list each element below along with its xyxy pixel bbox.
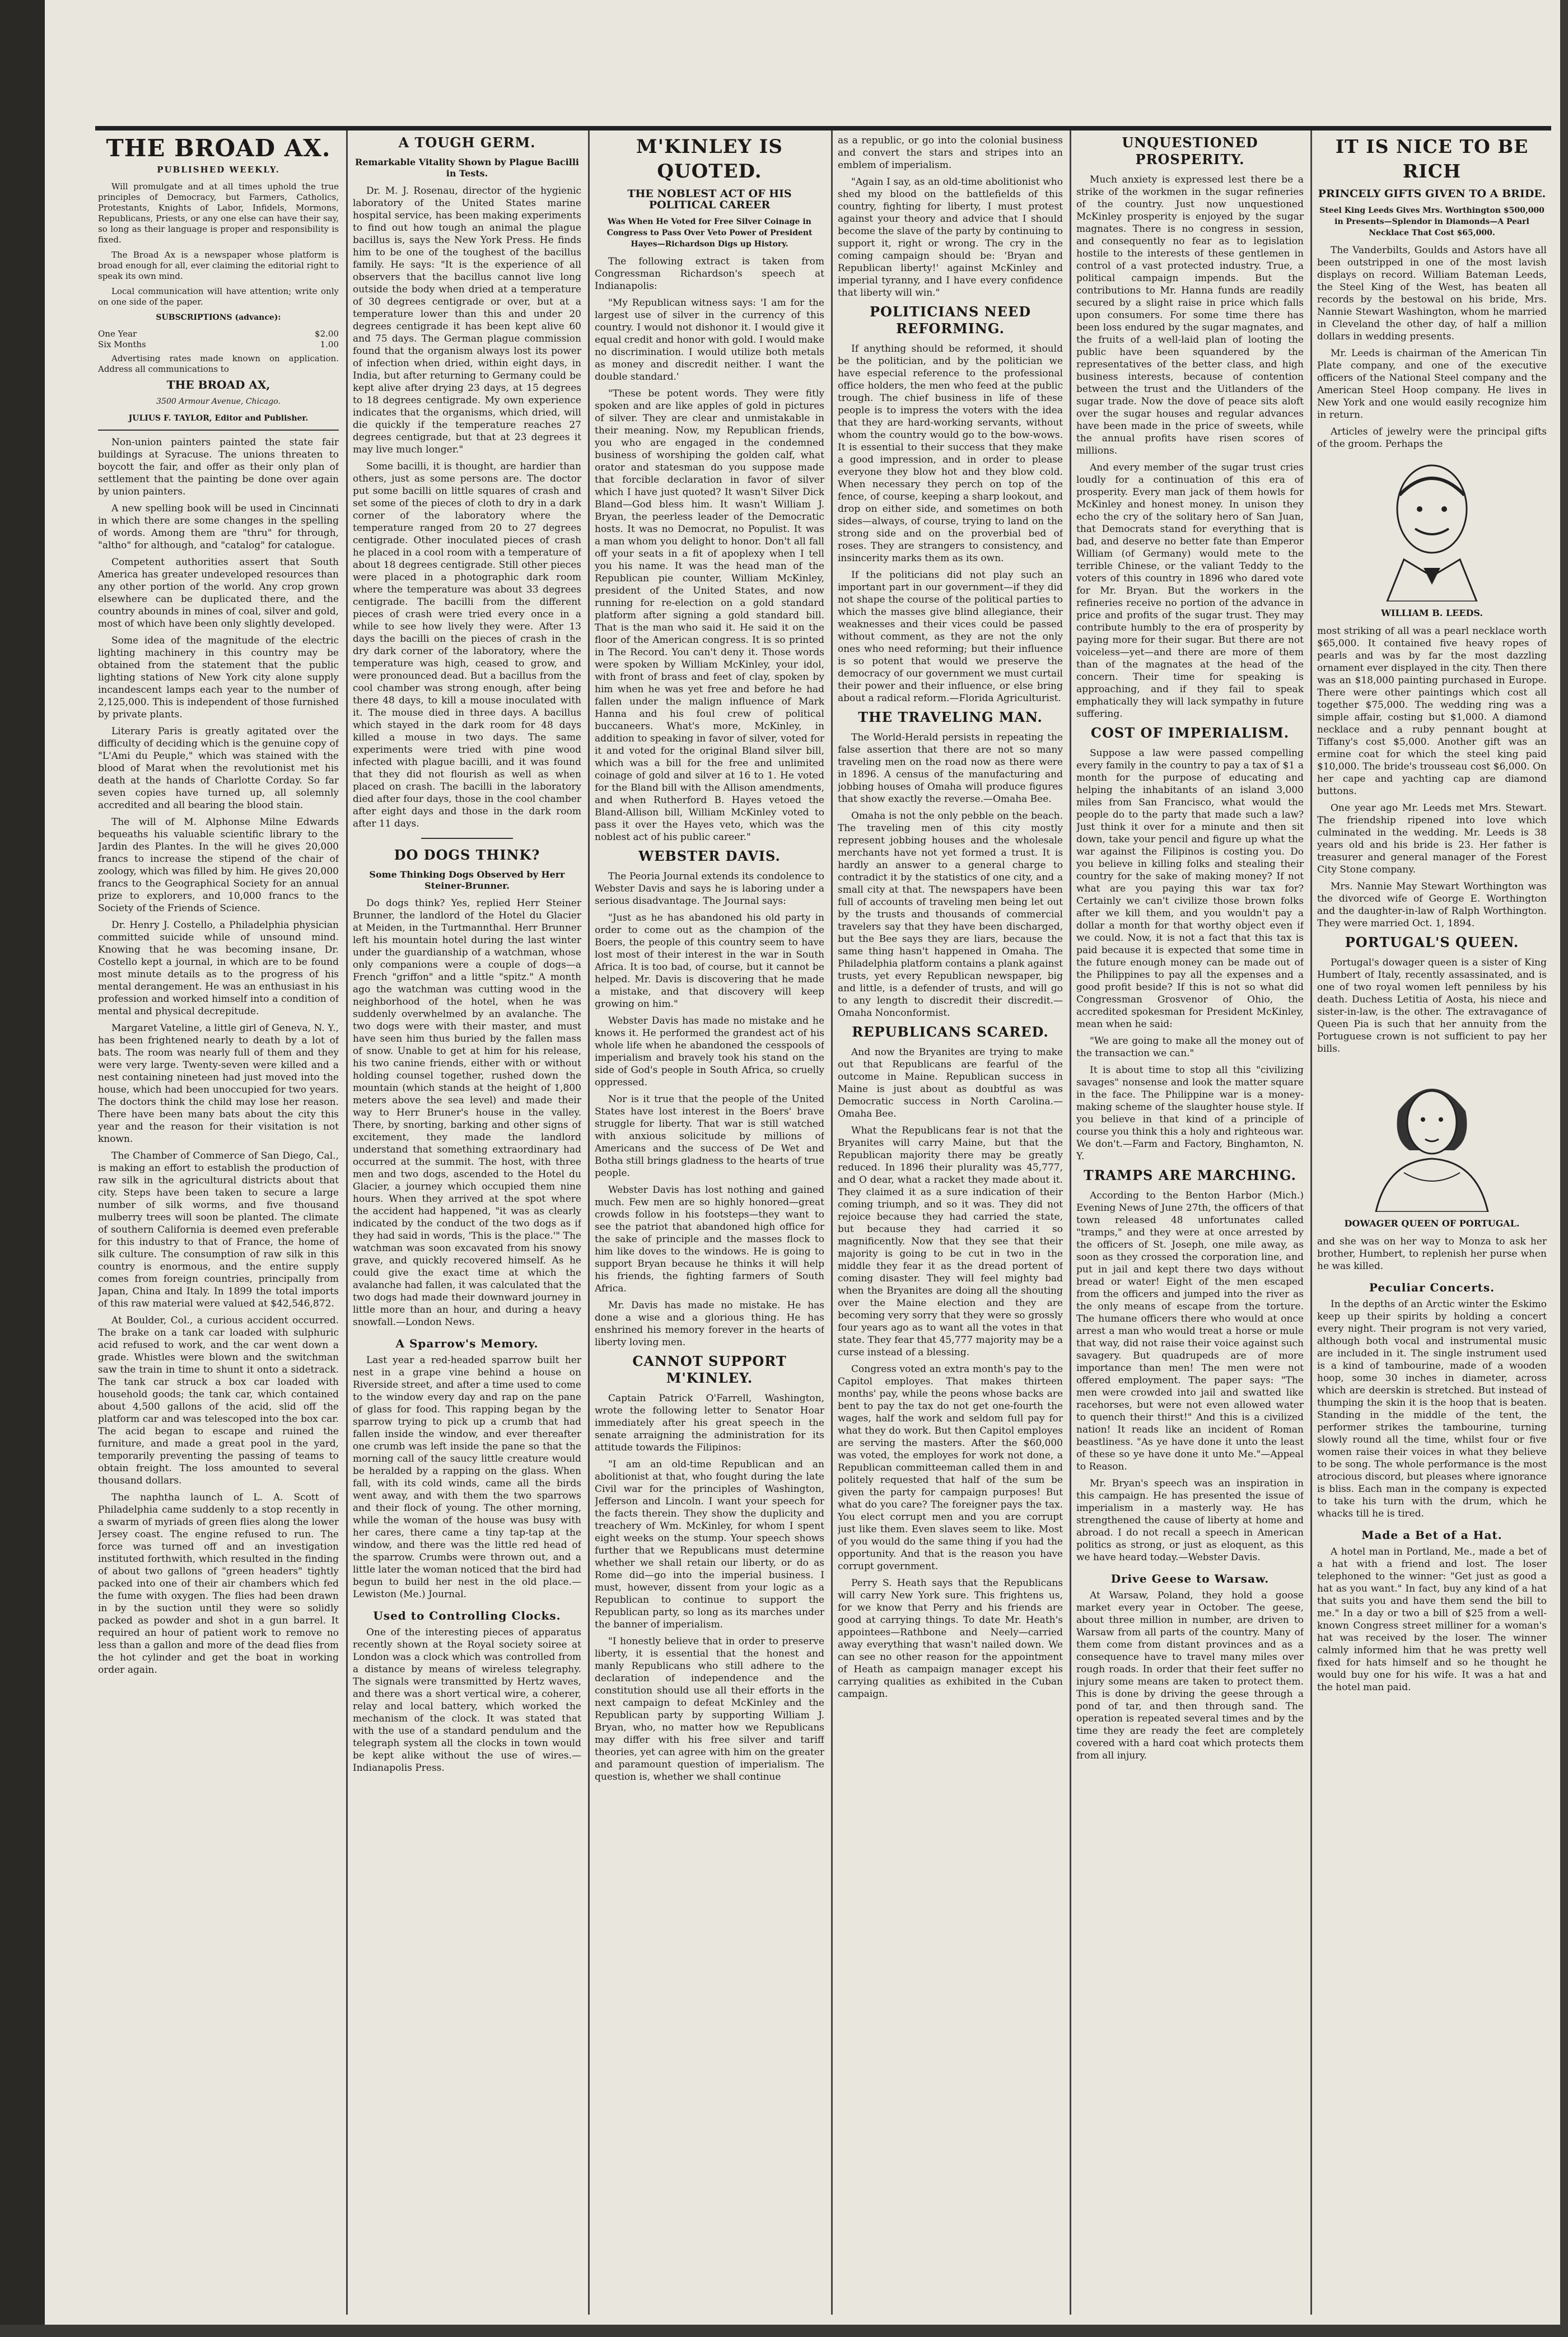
article-paragraph: Much anxiety is expressed lest there be a strike of the workmen in the sugar refineries of the country. Just now unquestioned McKinley prosperity is enjoyed by the sugar magnates. There is no congress in session, and consequently no fear as to legislation hostile to the interests of these gentlemen in control of a vast protected industry. True, a political campaign impends. But the contributions to Mr. Hanna funds are readily secured by a slight raise in price which falls upon consumers. For some time there has been loss endured by the sugar magnates, and the fruits of a well-laid plan of looting the public have been squandered by the representatives of the better class, and high business interests, because of contention between the trust and the Uitlanders of the sugar trade. Now the dove of peace sits aloft over the sugar houses and regular advances have been made in the price of sweets, while the annual profits have risen scores of millions. [1076, 174, 1304, 456]
deck-small: Steel King Leeds Gives Mrs. Worthington $500,000 in Presents—Splendor in Diamonds—A Pearl Necklace That Cost $65,000. [1319, 206, 1544, 237]
article-paragraph: Articles of jewelry were the principal gifts of the groom. Perhaps the [1317, 426, 1547, 450]
article-paragraph: Suppose a law were passed compelling every family in the country to pay a tax of $1 a month for the purpose of educating and helping the inhabitants of an island 3,000 miles from San Francisco, what would the people do to the party that made such a law? Just think it over for a minute and then sit down, take your pencil and figure up what the war against the Filipinos is costing you. Do you believe in killing folks and stealing their country for the sake of making money? If not what are you paying this war tax for? Certainly we can't civilize those brown folks after we kill them, and you wouldn't pay a dollar a month for that worthy object even if we could. Now, it is not a fact that this tax is paid because it is expected that some time in the future enough money can be made out of the Philippines to pay all the expenses and a good profit beside? If this is not so what did Congressman Grosvenor of Ohio, the accredited spokesman for President McKinley, mean when he said: [1076, 748, 1304, 1030]
article-paragraph: Literary Paris is greatly agitated over the difficulty of deciding which is the genuine copy of "L'Ami du Peuple," which was stained with the blood of Marat when the revolutionist met his death at the hands of Charlotte Corday. So far seven copies have turned up, all solemnly accredited and all bearing the blood stain. [98, 726, 339, 811]
article-paragraph: In the depths of an Arctic winter the Eskimo keep up their spirits by holding a concert every night. Their program is not very varied, although both vocal and instrumental music are included in it. The single instrument used is a kind of tambourine, made of a wooden hoop, some 30 inches in diameter, across which are deerskin is stretched. But instead of thumping the skin it is the hoop that is beaten. Standing in the middle of the tent, the performer strikes the tambourine, turning slowly round all the time, whilst four or five women raise their voices in what they believe to be song. The whole performance is the most atrocious discord, but pleases where ignorance is bliss. Each man in the company is expected to take his turn with the drum, which he whacks till he is tired. [1317, 1299, 1547, 1519]
article-paragraph: The Vanderbilts, Goulds and Astors have all been outstripped in one of the most lavish displays on record. William Bateman Leeds, the Steel King of the West, has beaten all records by the bestowal on his bride, Mrs. Nannie Stewart Washington, whom he married in Cleveland the other day, of half a million dollars in wedding presents. [1317, 245, 1547, 342]
article-paragraph: At Warsaw, Poland, they hold a goose market every year in October. The geese, about three million in number, are driven to Warsaw from all parts of the country. Many of them come from distant provinces and as a consequence have to travel many miles over rough roads. In order that their feet suffer no injury some means are taken to protect them. This is done by driving the geese through a pond of tar, and then through sand. The operation is repeated several times and by the time they are ready the feet are completely covered with a hard coat which protects them from all injury. [1076, 1590, 1304, 1761]
address-line: 3500 Armour Avenue, Chicago. [156, 397, 281, 406]
article-paragraph: According to the Benton Harbor (Mich.) Evening News of June 27th, the officers of that town released 48 unfortunates called "tramps," and they were at once arrested by the officers of St. Joseph, one mile away, as soon as they crossed the corporation line, and put in jail and kept there two days without bread or water! Eight of the men escaped from the officers and jumped into the river as the only means of escape from the torture. The humane officers there who would at once arrest a man who would treat a horse or mule that way, did not raise their voice against such savagery. But quadrupeds are of more importance than men! The men were not offered employment. The paper says: "The men were crowded into jail and swatted like racehorses, but were not even allowed water to quench their thirst!" And this is a civilized nation! It reads like an incident of Roman beastliness. "As ye have done it unto the least of these so ye have done it unto Me."—Appeal to Reason. [1076, 1190, 1304, 1472]
article-paragraph: Congress voted an extra month's pay to the Capitol employes. That makes thirteen months' pay, while the peons whose backs are bent to pay the tax do not get one-fourth the wages, half the work and seldom full pay for what they do work. But then Capitol employes are serving the masters. After the $60,000 was voted, the employes for work not done, a Republican committeeman called them in and politely requested that half of the sum be given the party for campaign purposes! But what do you care? The foreigner pays the tax. You elect corrupt men and you are corrupt just like them. Even slaves seem to like. Most of you would do the same thing if you had the opportunity. And that is the reason you have corrupt government. [838, 1364, 1063, 1572]
rate-row [98, 339, 339, 350]
article-paragraph: "My Republican witness says: 'I am for the largest use of silver in the currency of this country. I would not dishonor it. I would give it equal credit and honor with gold. I would make no discrimination. I would utilize both metals as money and discredit neither. I want the double standard.' [595, 297, 824, 382]
column-4 [838, 134, 1063, 2307]
article-paragraph: The Chamber of Commerce of San Diego, Cal., is making an effort to establish the production of raw silk in the agricultural districts about that city. Steps have been taken to secure a large number of silk worms, and five thousand mulberry trees will soon be planted. The climate of southern California is deemed even preferable for this industry to that of France, the home of silk culture. The consumption of raw silk in this country is enormous, and the entire supply comes from foreign countries, principally from Japan, China and Italy. In 1899 the total imports of this raw material were valued at $42,546,872. [98, 1150, 339, 1309]
deck: Remarkable Vitality Shown by Plague Bacilli in Tests. [355, 157, 579, 179]
column-rule [1310, 130, 1312, 2315]
deck: Some Thinking Dogs Observed by Herr Steiner-Brunner. [369, 869, 565, 891]
article-paragraph: "Again I say, as an old-time abolitionist who shed my blood on the battlefields of this country, fighting for liberty, I must protest against your theory and advice that I should become the slave of the party by continuing to support it, right or wrong. The cry in the coming campaign should be: 'Bryan and Republican liberty!' against McKinley and imperial tyranny, and I have every confidence that liberty will win." [838, 176, 1063, 298]
subheadline-bet-hat: Made a Bet of a Hat. [1361, 1528, 1502, 1542]
column-1 [98, 134, 339, 2307]
page-edge-right [1560, 0, 1568, 2337]
page-edge-bottom [0, 2325, 1568, 2337]
article-paragraph: A new spelling book will be used in Cincinnati in which there are some changes in the spelling of words. Among them are "thru" for through, "altho" for although, and "catalog" for catalogue. [98, 503, 339, 551]
rate-price: 1.00 [320, 339, 339, 349]
article-paragraph: Mr. Bryan's speech was an inspiration in this campaign. He has presented the issue of imperialism in a masterly way. He has strengthened the cause of liberty at home and abroad. I do not recall a speech in American politics as strong, or just as eloquent, as this we have heard today.—Webster Davis. [1076, 1478, 1304, 1563]
article-paragraph: The Peoria Journal extends its condolence to Webster Davis and says he is laboring under a serious disadvantage. The Journal says: [595, 871, 824, 907]
masthead-intro: Will promulgate and at all times uphold the true principles of Democracy, but Farmers, Catholics, Protestants, Knights of Labor, Infidels, Mormons, Republicans, Priests, or any one else can have their say, so long as their language is proper and responsibility is fixed. [98, 181, 339, 245]
article-paragraph: "Just as he has abandoned his old party in order to come out as the champion of the Boers, the people of this country seem to have lost most of their interest in the war in South Africa. It is too bad, of course, but it cannot be helped. Mr. Davis is discovering that he made a mistake, and that discovery will keep growing on him." [595, 912, 824, 1010]
headline-tramps: TRAMPS ARE MARCHING. [1083, 1167, 1296, 1183]
article-paragraph: Portugal's dowager queen is a sister of King Humbert of Italy, recently assassinated, and is one of two royal women left penniless by his death. Duchess Letitia of Aosta, his niece and sister-in-law, is the other. The extravagance of Queen Pia is such that her annuity from the Portuguese crown is not sufficient to pay her bills. [1317, 957, 1547, 1055]
column-rule [831, 130, 833, 2315]
headline-webster-davis: WEBSTER DAVIS. [638, 848, 781, 864]
headline-traveling-man: THE TRAVELING MAN. [858, 709, 1043, 725]
column-rule [346, 130, 348, 2315]
article-paragraph: Omaha is not the only pebble on the beach. The traveling men of this city mostly represent jobbing houses and the wholesale merchants have not yet formed a trust. It is hardly an answer to a general charge to contradict it by the statistics of one city, and a small city at that. The newspapers have been full of accounts of traveling men being let out by the trusts and thousands of commercial travelers say that they have been discharged, but the Bee says they are liars, because the same thing hasn't happened in Omaha. The Philadelphia platform contains a plank against trusts, yet every Republican newspaper, big and little, is a defender of trusts, and will go to any length to discredit their discredit.—Omaha Nonconformist. [838, 810, 1063, 1019]
subheadline-geese: Drive Geese to Warsaw. [1110, 1572, 1270, 1585]
headline-mckinley-quoted: M'KINLEY IS QUOTED. [636, 136, 783, 183]
article-paragraph: And every member of the sugar trust cries loudly for a continuation of this era of prosperity. Every man jack of them howls for McKinley and honest money. In unison they echo the cry of the solitary hero of San Juan, that Democrats stand for everything that is bad, and deserve no better fate than Emperor William (of Germany) would mete to the terrible Chinese, or the valiant Teddy to the voters of this country in 1896 who dared vote for Mr. Bryan. But the workers in the refineries receive no portion of the advance in price and profits of the sugar trust. They may contribute humbly to the era of prosperity by paying more for their sugar. But there are not voiceless—yet—and there are more of them than of the magnates at the head of the concern. Their time for speaking is approaching, and if they fail to speak emphatically they will lack sympathy in future suffering. [1076, 462, 1304, 720]
headline-politicians: POLITICIANS NEED REFORMING. [869, 304, 1032, 337]
portrait-caption: DOWAGER QUEEN OF PORTUGAL. [1344, 1218, 1520, 1229]
article-paragraph: and she was on her way to Monza to ask her brother, Humbert, to replenish her purse when he was killed. [1317, 1236, 1547, 1272]
article-paragraph: If anything should be reformed, it should be the politician, and by the politician we have especial reference to the professional office holders, the men who feed at the public trough. The chief business in life of these people is to impress the voters with the idea that they are hard-working servants, without whom the country would go to the bow-wows. It is essential to their success that they make a good impression, and in order to please everyone they blow hot and they blow cold. When necessary they perch on top of the fence, of course, keeping a sharp lookout, and drop on either side, and sometimes on both sides—always, of course, trying to land on the strong side and on the proverbial bed of roses. They are strangers to consistency, and insincerity marks them as its own. [838, 343, 1063, 564]
column-rule [588, 130, 590, 2315]
column-2 [353, 134, 581, 2307]
article-paragraph: Perry S. Heath says that the Republicans will carry New York sure. This frightens us, for we know that Perry and his friends are good at carrying things. To date Mr. Heath's appointees—Rathbone and Neely—carried away everything that wasn't nailed down. We can see no other reason for the appointment of Heath as campaign manager except his carrying qualities as exhibited in the Cuban campaign. [838, 1578, 1063, 1700]
subheadline-concerts: Peculiar Concerts. [1369, 1281, 1495, 1294]
headline-cannot-support: CANNOT SUPPORT M'KINLEY. [632, 1353, 787, 1386]
masthead-communication-note: Local communication will have attention; write only on one side of the paper. [98, 286, 339, 307]
article-paragraph: Last year a red-headed sparrow built her nest in a grape vine behind a house on Riverside street, and after a time used to come to the window every day and rap on the pane of glass for food. This rapping began by the sparrow trying to pick up a crumb that had fallen inside the window, and ever thereafter one crumb was left inside the pane so that the morning call of the saucy little creature would be heralded by a rapping on the glass. When fall, with its cold winds, came all the birds went away, and with them the two sparrows and their flock of young. The other morning, while the woman of the house was busy with her cares, there came a tiny tap-tap at the window, and there was the little red head of the sparrow. Crumbs were thrown out, and a little later the woman noticed that the bird had begun to build her nest in the old place.—Lewiston (Me.) Journal. [353, 1355, 581, 1600]
article-paragraph: If the politicians did not play such an important part in our government—if they did not shape the course of the political parties to which the masses give blind allegiance, their weaknesses and their vices could be passed without comment, as they are not the only ones who need reforming; but their influence is so potent that would we preserve the democracy of our government we must curtail their power and their influence, or else bring about a radical reform.—Florida Agriculturist. [838, 570, 1063, 704]
portrait-william-leeds [1370, 456, 1494, 601]
portrait-caption: WILLIAM B. LEEDS. [1381, 608, 1483, 618]
masthead-paper-note: The Broad Ax is a newspaper whose platform is broad enough for all, ever claiming the editorial right to speak its own mind. [98, 250, 339, 281]
article-paragraph: The following extract is taken from Congressman Richardson's speech at Indianapolis: [595, 256, 824, 292]
subscription-rates [98, 329, 339, 350]
page-edge-left [0, 0, 45, 2337]
headline-do-dogs-think: DO DOGS THINK? [394, 847, 540, 863]
subheadline-clocks: Used to Controlling Clocks. [373, 1609, 561, 1622]
divider [421, 838, 512, 839]
rate-label: One Year [98, 329, 137, 339]
article-paragraph: One year ago Mr. Leeds met Mrs. Stewart. The friendship ripened into love which culminated in the wedding. Mr. Leeds is 38 years old and his bride is 23. Her father is treasurer and general manager of the Forest City Stone company. [1317, 803, 1547, 875]
editor-line: JULIUS F. TAYLOR, Editor and Publisher. [128, 414, 309, 423]
article-paragraph: Non-union painters painted the state fair buildings at Syracuse. The unions threaten to boycott the fair, and offer as their only plan of settlement that the painting be done over again by union painters. [98, 437, 339, 497]
article-paragraph: as a republic, or go into the colonial business and convert the stars and stripes into an emblem of imperialism. [838, 135, 1063, 171]
headline-portugal-queen: PORTUGAL'S QUEEN. [1345, 934, 1519, 950]
subscriptions-heading: SUBSCRIPTIONS (advance): [156, 313, 281, 322]
article-paragraph: Competent authorities assert that South America has greater undeveloped resources than any other portion of the world. Any crop grown elsewhere can be duplicated there, and the country abounds in mines of coal, silver and gold, most of which have been only slightly developed. [98, 557, 339, 629]
rate-row [98, 329, 339, 339]
article-paragraph: Mr. Davis has made no mistake. He has done a wise and a glorious thing. He has enshrined his memory forever in the hearts of liberty loving men. [595, 1300, 824, 1348]
article-paragraph: most striking of all was a pearl necklace worth $65,000. It contained five heavy ropes of pearls and was by far the most dazzling ornament ever displayed in the city. Then there was an $18,000 painting purchased in Europe. There were other paintings which cost all together $75,000. The wedding ring was a simple affair, costing but $1,000. A diamond necklace and a ruby pennant bought at Tiffany's cost $5,000. Another gift was an ermine coat for which the steel king paid $10,000. The bride's trousseau cost $6,000. On her cape and yachting cap are diamond buttons. [1317, 626, 1547, 797]
article-paragraph: What the Republicans fear is not that the Bryanites will carry Maine, but that the Republican majority there may be greatly reduced. In 1896 their plurality was 45,777, and O dear, what a racket they made about it. They claimed it as a sure indication of their coming triumph, and so it was. They did not rejoice because they had carried the state, but because they had carried it so magnificently. Now that they see that their majority is going to be cut in two in the middle they fear it as the dread portent of coming disaster. They will feel mighty bad when the Bryanites are doing all the shouting over the Maine election and they are becoming very sorry that they were so grossly four years ago as to want all the votes in that state. They fear that 45,777 majority may be a curse instead of a blessing. [838, 1125, 1063, 1358]
article-paragraph: Mrs. Nannie May Stewart Worthington was the divorced wife of George E. Worthington and the daughter-in-law of Ralph Worthington. They were married Oct. 1, 1894. [1317, 881, 1547, 929]
masthead-rule [98, 430, 339, 431]
column-3 [595, 134, 824, 2307]
article-paragraph: The World-Herald persists in repeating the false assertion that there are not so many traveling men on the road now as there were in 1896. A census of the manufacturing and jobbing houses of Omaha will produce figures that show exactly the reverse.—Omaha Bee. [838, 732, 1063, 805]
article-paragraph: Mr. Leeds is chairman of the American Tin Plate company, and one of the executive officers of the National Steel company and the American Steel Hoop company. He lives in New York and one would easily recognize him in return. [1317, 348, 1547, 421]
article-paragraph: Do dogs think? Yes, replied Herr Steiner Brunner, the landlord of the Hotel du Glacier at Meiden, in the Turtmannthal. Herr Brunner left his mountain hotel during the last winter under the guardianship of a watchman, whose only companions were a couple of dogs—a French "griffon" and a little "spitz." A month ago the watchman was cutting wood in the neighborhood of the hotel, when he was suddenly overwhelmed by an avalanche. The two dogs were with their master, and must have seen him thus buried by the fallen mass of snow. Unable to get at him for his release, his two canine friends, either with or without holding counsel together, rushed down the mountain (which stands at the height of 1,800 meters above the sea level) and made their way to Herr Bruner's house in the valley. There, by snorting, barking and other signs of excitement, they made the landlord understand that something extraordinary had occurred at the summit. The host, with three men and two dogs, ascended to the Hotel du Glacier, a journey which occupied them nine hours. When they arrived at the spot where the accident had happened, "it was as clearly indicated by the conduct of the two dogs as if they had said in words, 'This is the place.'" The watchman was soon excavated from his snowy grave, and quickly recovered himself. As he could give the exact time at which the avalanche had fallen, it was calculated that the two dogs had made their downward journey in little more than an hour, and during a heavy snowfall.—London News. [353, 898, 581, 1328]
article-paragraph: "These be potent words. They were fitly spoken and are like apples of gold in pictures of silver. They are clear and unmistakable in their meaning. Now, my Republican friends, you who are engaged in the condemned business of worshiping the golden calf, what orator and statesman do you suppose made that forcible declaration in favor of silver which I have just quoted? It wasn't Silver Dick Bland—God bless him. It wasn't William J. Bryan, the peerless leader of the Democratic hosts. It was no Democrat, no Populist. It was a man whom you delight to honor. Don't all fall off your seats in a fit of apoplexy when I tell you his name. It was the head man of the Republican pie counter, William McKinley, president of the United States, and now running for re-election on a gold standard platform after signing a gold standard bill. That is the man who said it. He said it on the floor of the American congress. It is so printed in The Record. You can't deny it. Those words were spoken by William McKinley, your idol, with front of brass and feet of clay, spoken by him when he was yet free and before he had fallen under the malign influence of Mark Hanna and his foul crew of political buccaneers. What's more, McKinley, in addition to speaking in favor of silver, voted for it and voted for the original Bland silver bill, which was a bill for the free and unlimited coinage of gold and silver at 16 to 1. He voted for the Bland bill with the Allison amendments, and when Rutherford B. Hayes vetoed the Bland-Allison bill, William McKinley voted to pass it over the Hayes veto, which was the noblest act of his public career." [595, 388, 824, 843]
article-paragraph: One of the interesting pieces of apparatus recently shown at the Royal society soiree at London was a clock which was controlled from a distance by means of wireless telegraphy. The signals were transmitted by Hertz waves, and there was a short vertical wire, a coherer, relay and local battery, which worked the mechanism of the clock. It was stated that with the use of a standard pendulum and the telegraph system all the clocks in town would be kept alike without the use of wires.—Indianapolis Press. [353, 1627, 581, 1774]
deck: PRINCELY GIFTS GIVEN TO A BRIDE. [1318, 188, 1546, 200]
article-paragraph: A hotel man in Portland, Me., made a bet of a hat with a friend and lost. The loser telephoned to the winner: "Get just as good a hat as you want." In fact, buy any kind of a hat that suits you and have them send the bill to me." In a day or two a bill of $25 from a well-known Congress street milliner for a woman's hat was received by the loser. The winner calmly informed him that he was pretty well fixed for hats himself and so he thought he would buy one for his wife. It was a hat and the hotel man paid. [1317, 1546, 1547, 1693]
article-paragraph: It is about time to stop all this "civilizing savages" nonsense and look the matter square in the face. The Philippine war is a money-making scheme of the slaughter house style. If you believe in that kind of a principle of course you think this a holy and righteous war. We don't.—Farm and Factory, Binghamton, N. Y. [1076, 1065, 1304, 1162]
article-paragraph: Nor is it true that the people of the United States have lost interest in the Boers' brave struggle for liberty. That war is still watched with anxious solicitude by millions of Americans and the success of De Wet and Botha still brings gladness to the hearts of true people. [595, 1094, 824, 1179]
top-rule [95, 126, 1551, 130]
column-5 [1076, 134, 1304, 2307]
article-paragraph: Captain Patrick O'Farrell, Washington, wrote the following letter to Senator Hoar immediately after his great speech in the senate arraigning the administration for its attitude towards the Filipinos: [595, 1393, 824, 1453]
article-paragraph: Dr. M. J. Rosenau, director of the hygienic laboratory of the United States marine hospital service, has been making experiments to find out how tough an animal the plague bacillus is, says the New York Press. He finds him to be one of the toughest of the bacillus family. He says: "It is the experience of all observers that the bacillus cannot live long outside the body when dried at a temperature of 30 degrees centigrade or over, but at a temperature lower than this and under 20 degrees centigrade it has been kept alive 60 and 75 days. The German plague commission found that the organism always lost its power of infection when dried, within eight days, in India, but after returning to Germany could be kept alive after drying 23 days, at 15 degrees to 18 degrees centigrade. My own experience indicates that the organisms, which dried, will die quickly if the temperature reaches 27 degrees centigrade, but that at 23 degrees it may live much longer." [353, 185, 581, 455]
rate-price: $2.00 [315, 329, 339, 339]
article-paragraph: "I am an old-time Republican and an abolitionist at that, who fought during the late Civil war for the principles of Washington, Jefferson and Lincoln. I want your speech for the facts therein. They show the duplicity and treachery of Wm. McKinley, for whom I spent eight weeks on the stump. Your speech shows further that we Republicans must determine whether we shall retain our liberty, or do as Rome did—go into the imperial business. I must, however, dissent from your logic as a Republican to continue to support the Republican party, so long as its marches under the banner of imperialism. [595, 1459, 824, 1630]
column-rule [1070, 130, 1071, 2315]
portrait-dowager-queen [1365, 1061, 1499, 1212]
headline-republicans-scared: REPUBLICANS SCARED. [852, 1024, 1049, 1040]
article-paragraph: And now the Bryanites are trying to make out that Republicans are fearful of the outcome in Maine. Republican success in Maine is just about as doubtful as was Democratic success in North Carolina.—Omaha Bee. [838, 1047, 1063, 1119]
masthead-subtitle: PUBLISHED WEEKLY. [157, 165, 280, 175]
article-paragraph: The naphtha launch of L. A. Scott of Philadelphia came suddenly to a stop recently in a swarm of myriads of green flies along the lower Jersey coast. The engine refused to run. The force was turned off and an investigation instituted forthwith, which resulted in the finding of about two gallons of "green headers" tightly packed into one of their air chambers which fed the fume with oxygen. The flies had been drawn in by the suction until they were so solidly packed as powder and shot in a gun barrel. It required an hour of patient work to remove no less than a gallon and more of the dead flies from the hot cylinder and get the boat in working order again. [98, 1492, 339, 1676]
address-name: THE BROAD AX, [166, 378, 270, 391]
article-paragraph: Margaret Vateline, a little girl of Geneva, N. Y., has been frightened nearly to death by a lot of bats. The room was nearly full of them and they were very large. Twenty-seven were killed and a nest containing nineteen had just moved into the house, which had been unoccupied for two years. The doctors think the child may lose her reason. There have been many bats about the city this year and the reason for their visitation is not known. [98, 1023, 339, 1145]
deck-small: Was When He Voted for Free Silver Coinage in Congress to Pass Over Veto Power of President Hayes—Richardson Digs up History. [606, 217, 813, 249]
article-paragraph: Some bacilli, it is thought, are hardier than others, just as some persons are. The doctor put some bacilli on little squares of crash and set some of the pieces of cloth to dry in a dark corner of the laboratory where the temperature ranged from 20 to 27 degrees centigrade. Other inoculated pieces of crash he placed in a cool room with a temperature of about 18 degrees centigrade. Still other pieces were placed in a photographic dark room where the temperature was about 33 degrees centigrade. The bacilli from the different pieces of crash were tried every once in a while to see how lively they were. After 13 days the bacilli on the pieces of crash in the dry dark corner of the laboratory, where the temperature was high, ceased to grow, and were pronounced dead. But a bacillus from the cool chamber was strong enough, after being there 48 days, to kill a mouse inoculated with it. The mouse died in three days. A bacillus which stayed in the dark room for 48 days killed a mouse in two days. The same experiments were tried with pine wood infected with plague bacilli, and it was found that they did not flourish as well as when placed on crash. The bacilli in the laboratory died after four days, those in the cool chamber after eight days and those in the dark room after 11 days. [353, 461, 581, 829]
subheadline-sparrow: A Sparrow's Memory. [395, 1337, 539, 1350]
deck: THE NOBLEST ACT OF HIS POLITICAL CAREER [627, 188, 792, 211]
article-paragraph: Webster Davis has made no mistake and he knows it. He performed the grandest act of his whole life when he abandoned the cesspools of imperialism and bravely took his stand on the side of God's people in South Africa, so cruelly oppressed. [595, 1015, 824, 1088]
article-paragraph: Webster Davis has lost nothing and gained much. Few men are so highly honored—great crowds follow in his footsteps—they want to see the patriot that abandoned high office for the sake of principle and the masses flock to him like doves to the windows. He is going to support Bryan because he thinks it will help his friends, the fighting farmers of South Africa. [595, 1184, 824, 1294]
headline-tough-germ: A TOUGH GERM. [398, 134, 536, 151]
headline-cost-imperialism: COST OF IMPERIALISM. [1090, 725, 1290, 741]
headline-nice-to-be-rich: IT IS NICE TO BE RICH [1335, 136, 1529, 182]
article-paragraph: Some idea of the magnitude of the electric lighting machinery in this country may be obtained from the statement that the public lighting stations of New York city alone supply incandescent lamps each year to the number of 2,125,000. This is independent of those furnished by private plants. [98, 635, 339, 720]
article-paragraph: The will of M. Alphonse Milne Edwards bequeaths his valuable scientific library to the Jardin des Plantes. In the will he gives 20,000 francs to increase the stipend of the chair of zoology, which was filled by him. He gives 20,000 francs to the Geographical Society for an annual prize to explorers, and 10,000 francs to the Society of the Friends of Science. [98, 817, 339, 914]
article-paragraph: "I honestly believe that in order to preserve liberty, it is essential that the honest and manly Republicans who still adhere to the declaration of independence and the constitution should use all their efforts in the next campaign to defeat McKinley and the Republican party by supporting William J. Bryan, who, no matter how we Republicans may differ with his free silver and tariff theories, yet can agree with him on the greater and paramount question of imperialism. The question is, whether we shall continue [595, 1636, 824, 1783]
masthead-title: THE BROAD AX. [106, 134, 331, 162]
article-paragraph: Dr. Henry J. Costello, a Philadelphia physician committed suicide while of unsound mind. Knowing that he was becoming insane, Dr. Costello kept a journal, in which are to be found most minute details as to the progress of his mental derangement. He was an enthusiast in his profession and worked himself into a condition of mental and physical decrepitude. [98, 920, 339, 1017]
advertising-note: Advertising rates made known on application. Address all communications to [98, 353, 339, 374]
rate-label: Six Months [98, 339, 146, 349]
headline-prosperity: UNQUESTIONED PROSPERITY. [1122, 134, 1258, 167]
article-paragraph: At Boulder, Col., a curious accident occurred. The brake on a tank car loaded with sulphuric acid refused to work, and the car went down a grade. Whistles were blown and the switchman saw the train in time to shunt it onto a sidetrack. The tank car struck a box car loaded with household goods; the tank car, which contained about 4,500 gallons of the acid, slid off the platform car and was telescoped into the box car. The acid began to escape and ruined the furniture, and made a great pool in the yard, temporarily preventing the passing of teams to obtain freight. The loss amounted to several thousand dollars. [98, 1315, 339, 1486]
column-6 [1317, 134, 1547, 2307]
article-paragraph: "We are going to make all the money out of the transaction we can." [1076, 1035, 1304, 1059]
